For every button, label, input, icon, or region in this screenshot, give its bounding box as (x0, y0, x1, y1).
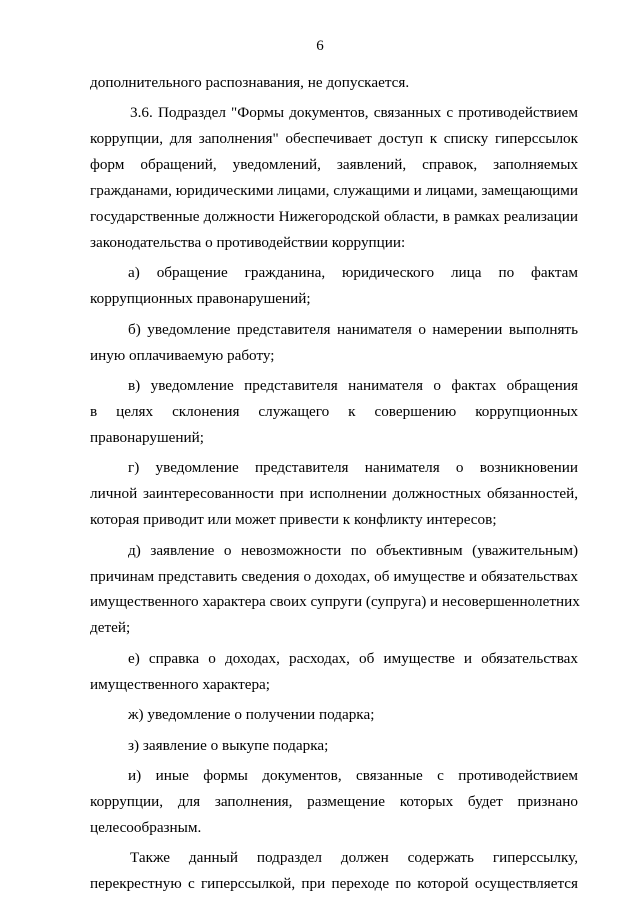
list-item-line: г) уведомление представителя нанимателя о возникновении (128, 459, 578, 477)
text-line: которая приводит или может привести к конфликту интересов; (90, 511, 497, 529)
list-item-line: з) заявление о выкупе подарка; (128, 736, 329, 754)
text-line: Также данный подраздел должен содержать гиперссылку, (130, 849, 578, 867)
text-line: форм обращений, уведомлений, заявлений, справок, заполняемых (90, 156, 578, 174)
text-line: в целях склонения служащего к совершению коррупционных (90, 403, 578, 421)
list-item-line: е) справка о доходах, расходах, об имуществе и обязательствах (128, 649, 578, 667)
text-line: коррупции, для заполнения" обеспечивает доступ к списку гиперссылок (90, 130, 578, 148)
text-line: гражданами, юридическими лицами, служащими и лицами, замещающими (90, 182, 578, 200)
text-line: имущественного характера; (90, 675, 271, 693)
page-number: 6 (316, 38, 324, 54)
text-line: личной заинтересованности при исполнении должностных обязанностей, (90, 485, 578, 503)
text-line: причинам представить сведения о доходах, об имуществе и обязательствах (90, 567, 578, 585)
text-line: имущественного характера своих супруги (супруга) и несовершеннолетних (90, 593, 580, 611)
list-item-line: б) уведомление представителя нанимателя о намерении выполнять (128, 320, 578, 338)
list-item-line: и) иные формы документов, связанные с противодействием (128, 767, 578, 785)
document-body (90, 70, 578, 897)
list-item-line: а) обращение гражданина, юридического лица по фактам (128, 264, 578, 282)
list-item-line: ж) уведомление о получении подарка; (128, 706, 375, 724)
list-item-line: д) заявление о невозможности по объективным (уважительным) (128, 541, 578, 559)
list-item-line: в) уведомление представителя нанимателя о фактах обращения (128, 377, 578, 395)
text-line: целесообразным. (90, 818, 202, 836)
text-line: законодательства о противодействии коррупции: (90, 233, 406, 251)
text-line: перекрестную с гиперссылкой, при переходе по которой осуществляется (90, 875, 578, 893)
text-line: коррупции, для заполнения, размещение которых будет признано (90, 793, 578, 811)
text-line: 3.6. Подраздел "Формы документов, связанных с противодействием (130, 104, 578, 122)
text-line: правонарушений; (90, 428, 205, 446)
text-line: дополнительного распознавания, не допускается. (90, 74, 410, 91)
text-line: иную оплачиваемую работу; (90, 346, 275, 364)
text-line: коррупционных правонарушений; (90, 290, 311, 308)
text-line: государственные должности Нижегородской области, в рамках реализации (90, 208, 578, 226)
text-line: детей; (90, 619, 131, 637)
